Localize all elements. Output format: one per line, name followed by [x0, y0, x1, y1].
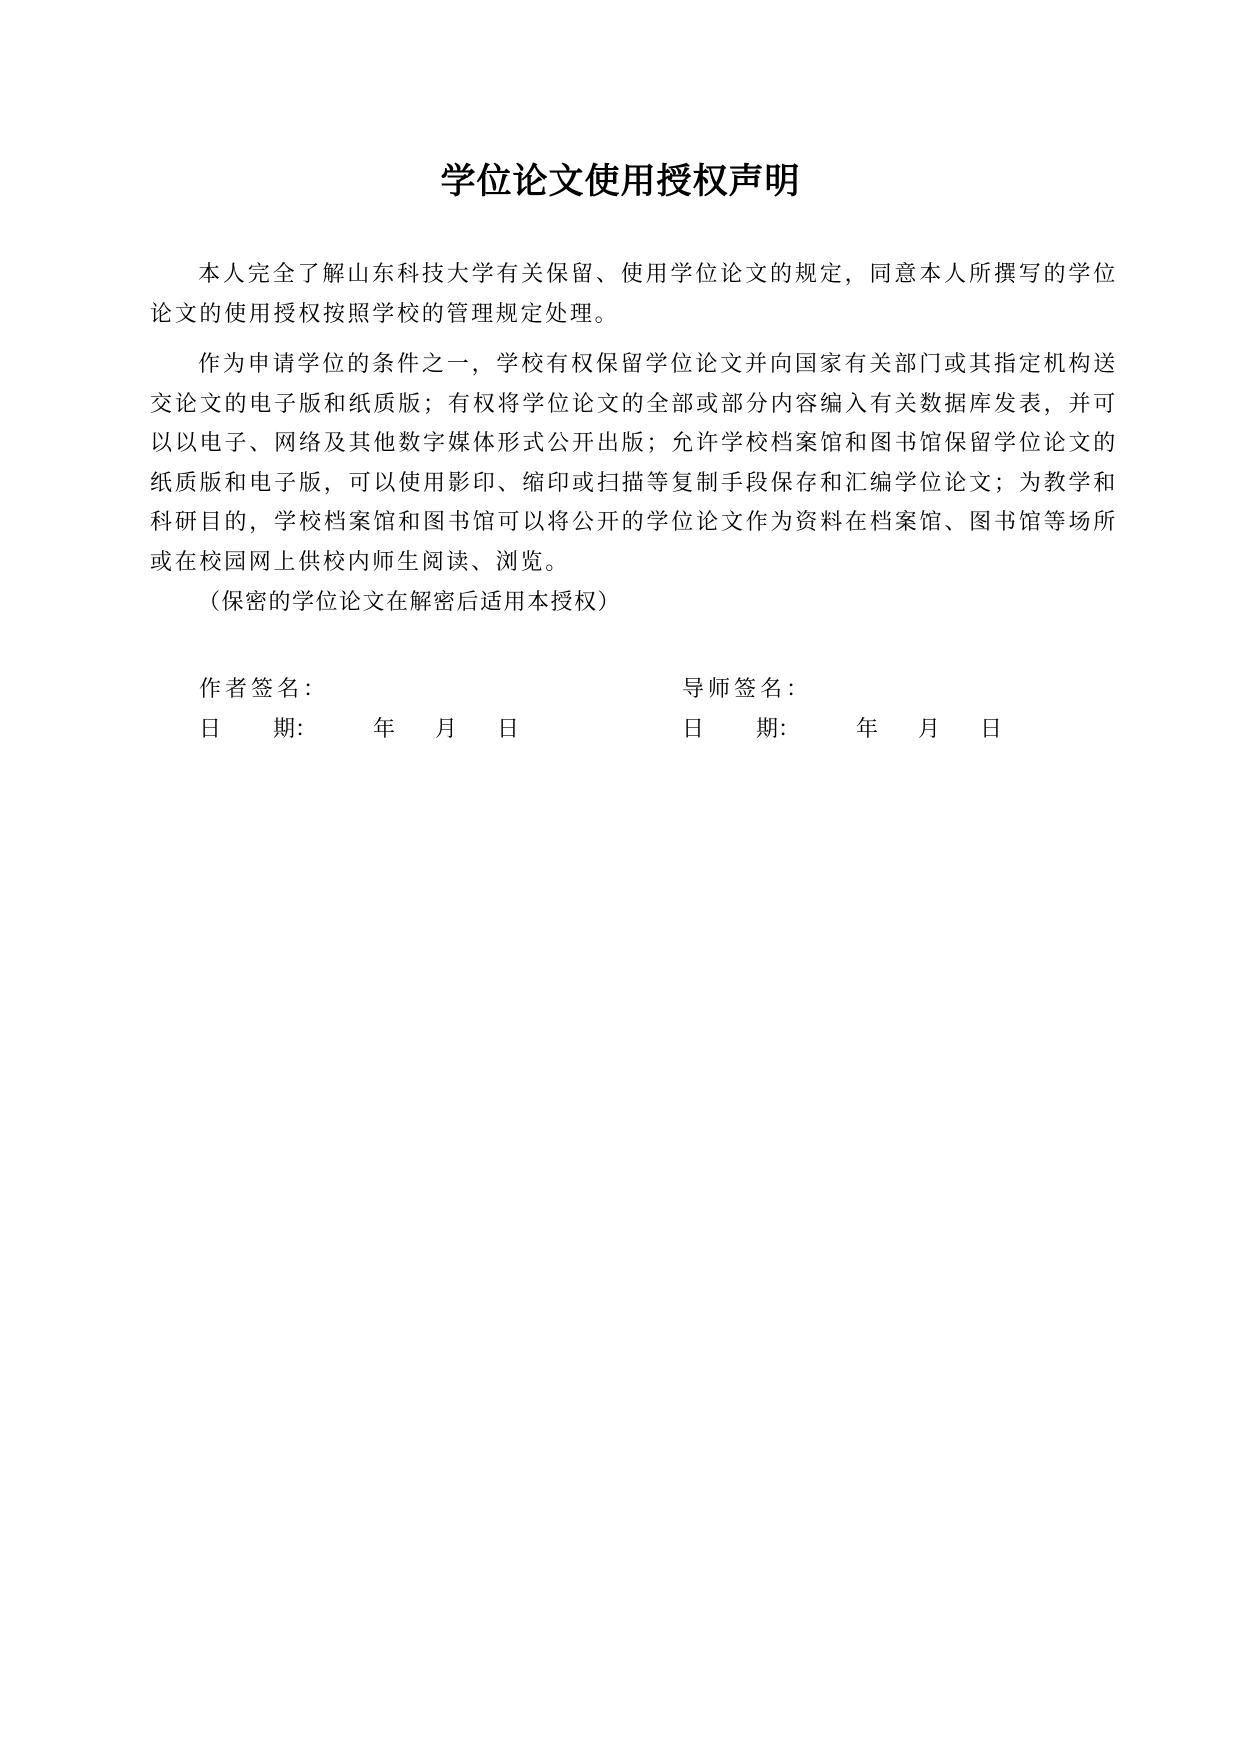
author-date-label-day: 日	[199, 717, 222, 742]
advisor-date-year: 年	[856, 717, 879, 742]
author-date-month: 月	[435, 717, 458, 742]
page-title: 学位论文使用授权声明	[440, 162, 801, 202]
author-date-day: 日	[497, 717, 520, 742]
author-signature-label: 作者签名：	[199, 677, 330, 702]
advisor-date-label-period: 期：	[756, 717, 801, 742]
advisor-date-label-day: 日	[682, 717, 705, 742]
author-date-year: 年	[373, 717, 396, 742]
advisor-date-month: 月	[918, 717, 941, 742]
paragraph-authorization: 作为申请学位的条件之一，学校有权保留学位论文并向国家有关部门或其指定机构送交论文的电子版和纸质版；有权将学位论文的全部或部分内容编入有关数据库发表，并可以以电子、网络及其他数字媒体形式公开出版；允许学校档案馆和图书馆保留学位论文的纸质版和电子版，可以使用影印、缩印或扫描等复制手段保存和汇编学位论文；为教学和科研目的，学校档案馆和图书馆可以将公开的学位论文作为资料在档案馆、图书馆等场所或在校园网上供校内师生阅读、浏览。	[150, 352, 1118, 575]
paragraph-understanding: 本人完全了解山东科技大学有关保留、使用学位论文的规定，同意本人所撰写的学位论文的使用授权按照学校的管理规定处理。	[150, 262, 1118, 327]
advisor-signature-label: 导师签名：	[682, 677, 813, 702]
advisor-date-day: 日	[980, 717, 1003, 742]
paragraph-confidential-note: （保密的学位论文在解密后适用本授权）	[198, 590, 622, 615]
author-date-label-period: 期：	[273, 717, 318, 742]
